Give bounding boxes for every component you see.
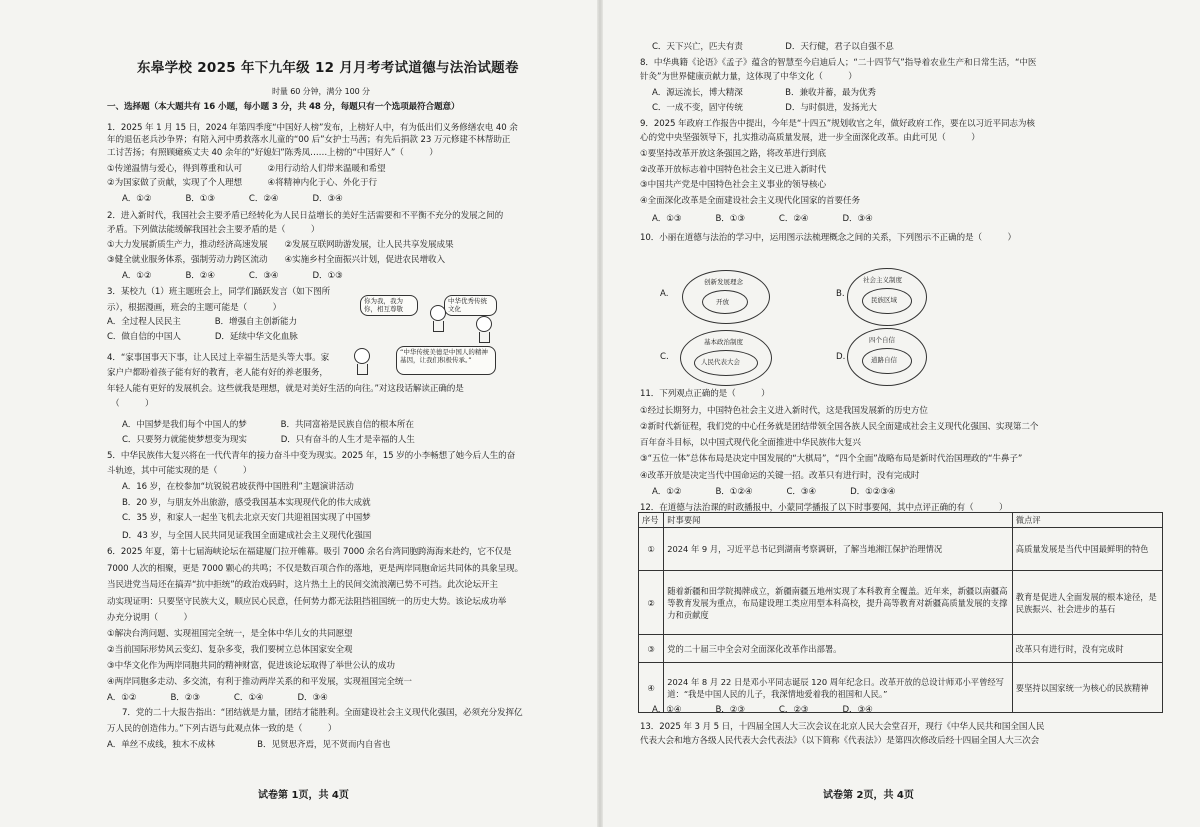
diagram-b-outer-text: 社会主义制度 (863, 276, 902, 284)
question-text-line: ①传递温情与爱心，得到尊重和认可 ②用行动给人们带来温暖和希望 (107, 164, 386, 174)
cartoon-figure-3 (354, 348, 370, 364)
question-text-line: ②当前国际形势风云变幻、复杂多变，我们要树立总体国家安全观 (107, 645, 353, 655)
table-cell-comment: 要坚持以国家统一为核心的民族精神 (1012, 663, 1162, 713)
exam-meta: 时量 60 分钟，满分 100 分 (272, 87, 370, 96)
question-text-line: A．①③ B．①③ C．②④ D．③④ (652, 214, 873, 224)
question-text-line: 5．中华民族伟大复兴将在一代代青年的接力奋斗中变为现实。2025 年，15 岁的小李畅想了她今后人生的奋 (107, 451, 516, 461)
diagram-label-d: D. (836, 352, 846, 362)
question-text-line: ③“五位一体”总体布局是决定中国发展的“大棋局”，“四个全面”战略布局是新时代治国理政的“牛鼻子” (640, 454, 1023, 464)
question-text-line: C．天下兴亡，匹夫有责 D．天行健，君子以自强不息 (652, 42, 894, 52)
question-text-line: 11．下列观点正确的是（ ） (640, 389, 770, 399)
question-text-line: A．①② B．①②④ C．③④ D．①②③④ (652, 487, 896, 497)
diagram-label-c: C. (660, 352, 669, 362)
cartoon-bubble-1: 你为我，我为你，相互尊敬 (360, 295, 418, 316)
question-text-line: 代表大会和地方各级人民代表大会代表法》（以下简称《代表法》）是第四次修改后经十四届全国人大三次会 (640, 736, 1040, 746)
table-row (639, 571, 1163, 635)
question-text-line: 3．某校九（1）班主题班会上，同学们踊跃发言（如下图所 (107, 287, 331, 297)
question-text-line: 10．小丽在道德与法治的学习中，运用图示法梳理概念之间的关系，下列图示不正确的是（ ） (640, 233, 1016, 243)
table-cell-comment: 改革只有进行时，没有完成时 (1012, 635, 1162, 663)
question-text-line: （ ） (111, 399, 154, 409)
question-text-line: A．①② B．②③ C．①④ D．③④ (107, 693, 328, 703)
question-text-line: 示），根据漫画，班会的主题可能是（ ） (107, 303, 282, 313)
question-text-line: ④全面深化改革是全面建设社会主义现代化国家的首要任务 (640, 196, 860, 206)
table-header-cell: 序号 (639, 513, 664, 528)
table-cell-no: ③ (639, 635, 664, 663)
question-text-line: C．做自信的中国人 D．延续中华文化血脉 (107, 332, 298, 342)
question-text-line: 百年奋斗目标，以中国式现代化全面推进中华民族伟大复兴 (640, 438, 861, 448)
table-cell-no: ② (639, 571, 664, 635)
question-text-line: D．43 岁，与全国人民共同见证我国全面建成社会主义现代化强国 (122, 531, 372, 541)
table-row (639, 635, 1163, 663)
question-text-line: 办充分说明（ ） (107, 613, 192, 623)
question-text-line: 1．2025 年 1 月 15 日，2024 年第四季度“中国好人榜”发布，上榜好人中，有为低出们义务修缮农电 40 余 (107, 123, 518, 133)
table-header-cell: 时事要闻 (664, 513, 1013, 528)
question-text-line: ③中国共产党是中国特色社会主义事业的领导核心 (640, 180, 826, 190)
diagram-d-outer-text: 四个自信 (869, 336, 895, 344)
table-cell-news: 党的二十届三中全会对全面深化改革作出部署。 (664, 635, 1013, 663)
question-text-line: A．16 岁，在校参加“坑锐锐君坡获得中国胜利”主题演讲活动 (122, 482, 354, 492)
question-text-line: 动实现证明：只要坚守民族大义，顺应民心民意，任何势力都无法阻挡祖国统一的历史大势。该论坛成功举 (107, 597, 507, 607)
question-text-line: A．中国梦是我们每个中国人的梦 B．共同富裕是民族自信的根本所在 (122, 420, 414, 430)
question-text-line: ④改革开放是决定当代中国命运的关键一招。改革只有进行时，没有完成时 (640, 471, 920, 481)
question-text-line: C．一成不变，固守传统 D．与时俱进，发扬光大 (652, 103, 877, 113)
table-row (639, 528, 1163, 571)
question-text-line: C．35 岁，和家人一起坐飞机去北京天安门共迎祖国实现了中国梦 (122, 513, 371, 523)
question-text-line: ①经过长期努力，中国特色社会主义进入新时代，这是我国发展新的历史方位 (640, 406, 928, 416)
question-text-line: 9．2025 年政府工作报告中提出，今年是“十四五”规划收官之年，做好政府工作，要在以习近平同志为核 (640, 119, 1035, 129)
question-text-line: 年的退伍老兵沙争界；有陪入河中勇救落水儿童的“00 后”女护士马茜；有先后捐款 23 万元修建不林帮助正 (107, 135, 511, 145)
question-text-line: ①大力发展新质生产力，推动经济高速发展 ②发展互联网助游发展，让人民共享发展成果 (107, 240, 454, 250)
question-text-line: 年轻人能有更好的发展机会。这些就我是理想，就是对美好生活的向往。”对这段话解读正确的是 (107, 384, 464, 394)
section-heading: 一、选择题（本大题共有 16 小题，每小题 3 分，共 48 分，每题只有一个选项最符合题意） (107, 102, 460, 112)
page-1-footer: 试卷第 1页，共 4页 (258, 790, 349, 801)
question-text-line: 7．党的二十大报告指出：“团结就是力量，团结才能胜利。全面建设社会主义现代化强国，必须充分发挥亿 (122, 708, 523, 718)
question-text-line: 矛盾。下列做法能缓解我国社会主要矛盾的是（ ） (107, 225, 320, 235)
question-text-line: B．20 岁，与朋友外出旅游，感受我国基本实现现代化的伟大成就 (122, 498, 371, 508)
question-text-line: ②改革开放标志着中国特色社会主义已进入新时代 (640, 165, 826, 175)
cartoon-figure-2 (476, 316, 492, 332)
question-text-line: 当民进党当局还在搞弄“抗中拒统”的政治戏码时，这片热土上的民间交流浪潮已势不可挡。此次论坛开主 (107, 580, 498, 590)
table-cell-no: ① (639, 528, 664, 571)
question-text-line: 4．“家事国事天下事，让人民过上幸福生活是头等大事。家 (107, 353, 330, 363)
question-text-line: A．①② B．①③ C．②④ D．③④ (122, 194, 343, 204)
diagram-b-inner-text: 民族区域 (871, 296, 897, 304)
question-text-line: ①要坚持改革开放这条强国之路，将改革进行到底 (640, 149, 826, 159)
cartoon-figure-1 (430, 305, 446, 321)
table-row (639, 663, 1163, 713)
question-text-line: 斗轨迹，其中可能实现的是（ ） (107, 466, 252, 476)
question-text-line: A．源远流长，博大精深 B．兼收并蓄，最为优秀 (652, 88, 876, 98)
question-text-line: 12．在道德与法治课的时政播报中，小蒙同学播报了以下时事要闻，其中点评正确的有（ ） (640, 503, 1008, 513)
question-text-line: A．①② B．②④ C．③④ D．①③ (122, 271, 343, 281)
diagram-label-a: A. (660, 289, 669, 299)
diagram-d-inner-text: 道路自信 (871, 356, 897, 364)
question-text-line: 家户户都盼着孩子能有好的教育，老人能有好的养老服务， (107, 368, 328, 378)
question-text-line: ④两岸同胞多走动、多交流，有利于推动两岸关系的和平发展，实现祖国完全统一 (107, 677, 412, 687)
table-header-cell: 微点评 (1012, 513, 1162, 528)
question-text-line: 2．进入新时代，我国社会主要矛盾已经转化为人民日益增长的美好生活需要和不平衡不充分的发展之间的 (107, 211, 504, 221)
table-cell-news: 随着新疆和田学院揭牌成立，新疆南疆五地州实现了本科教育全覆盖。近年来，新疆以南疆高等教育发展为重点，布局建设理工类应用型本科高校，提升高等教育对新疆高质量发展的支撑力和贡献度 (664, 571, 1013, 635)
question-text-line: ③中华文化作为两岸同胞共同的精神财富，促进该论坛取得了举世公认的成功 (107, 661, 395, 671)
question-text-line: 6．2025 年夏，第十七届海峡论坛在福建厦门拉开帷幕。吸引 7000 余名台湾同胞跨海海来赴约，它不仅是 (107, 547, 512, 557)
question-text-line: ③健全就业服务体系，强制劳动力跨区流动 ④实施乡村全面振兴计划，促进农民增收入 (107, 255, 445, 265)
question-text-line: 心的党中央坚强领导下，扎实推动高质量发展，进一步全面深化改革。由此可见（ ） (640, 133, 980, 143)
q12-news-table (638, 512, 1163, 713)
cartoon-bubble-2: 中华优秀传统文化 (444, 295, 497, 316)
exam-page-2 (600, 0, 1200, 827)
question-text-line: A．单丝不成线，独木不成林 B．见贤思齐焉，见不贤而内自省也 (107, 740, 391, 750)
diagram-c-inner-text: 人民代表大会 (701, 358, 740, 366)
table-header-row (639, 513, 1163, 528)
question-text-line: 7000 人次的相聚，更是 7000 颗心的共鸣；不仅是数百项合作的落地，更是两岸同胞命运共同体的具象呈现。 (107, 564, 524, 574)
question-text-line: ②为国家做了贡献，实现了个人理想 ④将精神内化于心、外化于行 (107, 178, 378, 188)
question-text-line: 万人民的创造伟力。”下列古语与此观点体一致的是（ ） (107, 724, 337, 734)
table-cell-comment: 高质量发展是当代中国最鲜明的特色 (1012, 528, 1162, 571)
question-text-line: 13．2025 年 3 月 5 日，十四届全国人大三次会议在北京人民大会堂召开，现行《中华人民共和国全国人民 (640, 722, 1045, 732)
exam-title: 东皋学校 2025 年下九年级 12 月月考考试道德与法治试题卷 (137, 60, 519, 76)
page-2-footer: 试卷第 2页，共 4页 (823, 790, 914, 801)
question-text-line: 工讨苦扬；有照顾瘫痪丈夫 40 余年的“好媳妇”陈秀凤……上榜的“中国好人”（ ） (107, 148, 438, 158)
question-text-line: C．只要努力就能使梦想变为现实 D．只有奋斗的人生才是幸福的人生 (122, 435, 415, 445)
table-cell-news: 2024 年 9 月，习近平总书记到湖南考察调研，了解当地湘江保护治理情况 (664, 528, 1013, 571)
diagram-c-outer-text: 基本政治制度 (704, 338, 743, 346)
question-text-line: A．①④ B．②③ C．②③ D．③④ (652, 705, 873, 715)
diagram-a-inner-text: 开放 (716, 298, 729, 306)
diagram-label-b: B. (836, 289, 845, 299)
table-cell-comment: 教育是促进人全面发展的根本途径，是民族振兴、社会进步的基石 (1012, 571, 1162, 635)
diagram-a-outer-text: 创新发展理念 (704, 278, 743, 286)
table-cell-news: 2024 年 8 月 22 日是邓小平同志诞辰 120 周年纪念日。改革开放的总设计师邓小平曾经写道：“我是中国人民的儿子，我深情地爱着我的祖国和人民。” (664, 663, 1013, 713)
q3-cartoon (352, 293, 500, 375)
table-cell-no: ④ (639, 663, 664, 713)
question-text-line: 针灸”为世界健康贡献力量，这体现了中华文化（ ） (640, 72, 857, 82)
cartoon-bubble-3: “中华传统美德是中国人的精神基因，让我们积极传承。” (396, 346, 496, 375)
question-text-line: A．全过程人民民主 B．增强自主创新能力 (107, 317, 297, 327)
question-text-line: ②新时代新征程，我们党的中心任务就是团结带领全国各族人民全面建成社会主义现代化强国、实现第二个 (640, 422, 1039, 432)
question-text-line: ①解决台湾问题、实现祖国完全统一，是全体中华儿女的共同愿望 (107, 629, 353, 639)
question-text-line: 8．中华典籍《论语》《孟子》蕴含的智慧至今启迪后人；“二十四节气”指导着农业生产和日常生活，“中医 (640, 58, 1037, 68)
